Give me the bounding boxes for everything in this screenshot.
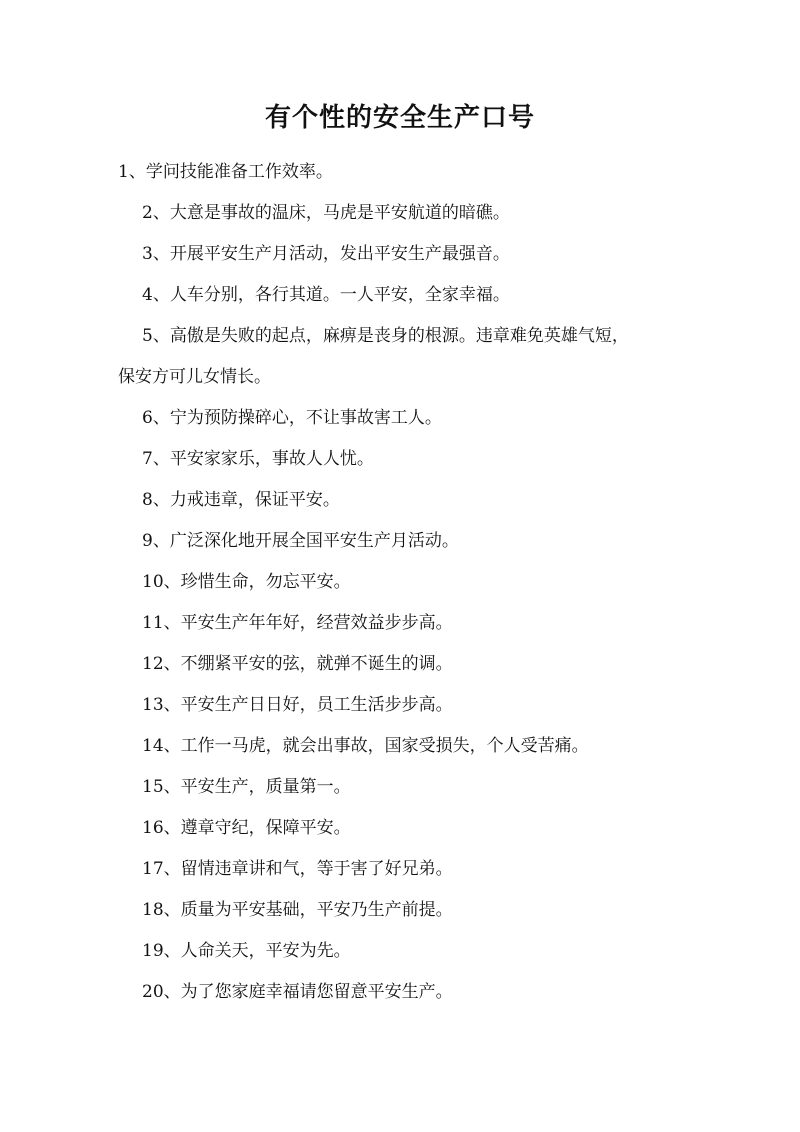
document-title: 有个性的安全生产口号 [264, 103, 535, 133]
slogan-list [0, 152, 800, 1013]
list-item: 5、高傲是失败的起点，麻痹是丧身的根源。违章难免英雄气短， [142, 326, 629, 346]
list-item-continuation: 保安方可儿女情长。 [118, 367, 271, 387]
list-item: 14、工作一马虎，就会出事故，国家受损失，个人受苦痛。 [142, 736, 589, 756]
list-item: 9、广泛深化地开展全国平安生产月活动。 [142, 531, 459, 551]
list-item: 6、宁为预防操碎心，不让事故害工人。 [142, 408, 442, 428]
list-item: 7、平安家家乐，事故人人忧。 [142, 449, 374, 469]
list-item: 3、开展平安生产月活动，发出平安生产最强音。 [142, 244, 510, 264]
list-item: 4、人车分别，各行其道。一人平安，全家幸福。 [142, 285, 510, 305]
list-item: 16、遵章守纪，保障平安。 [142, 818, 351, 838]
list-item: 13、平安生产日日好，员工生活步步高。 [142, 695, 453, 715]
list-item: 11、平安生产年年好，经营效益步步高。 [142, 613, 453, 633]
list-item: 17、留情违章讲和气，等于害了好兄弟。 [142, 859, 453, 879]
list-item: 20、为了您家庭幸福请您留意平安生产。 [142, 982, 453, 1002]
list-item: 1、学问技能准备工作效率。 [118, 162, 333, 182]
list-item: 15、平安生产，质量第一。 [142, 777, 351, 797]
list-item: 18、质量为平安基础，平安乃生产前提。 [142, 900, 453, 920]
list-item: 10、珍惜生命，勿忘平安。 [142, 572, 351, 592]
list-item: 8、力戒违章，保证平安。 [142, 490, 340, 510]
list-item: 12、不绷紧平安的弦，就弹不诞生的调。 [142, 654, 453, 674]
list-item: 2、大意是事故的温床，马虎是平安航道的暗礁。 [142, 203, 510, 223]
list-item: 19、人命关天，平安为先。 [142, 941, 351, 961]
